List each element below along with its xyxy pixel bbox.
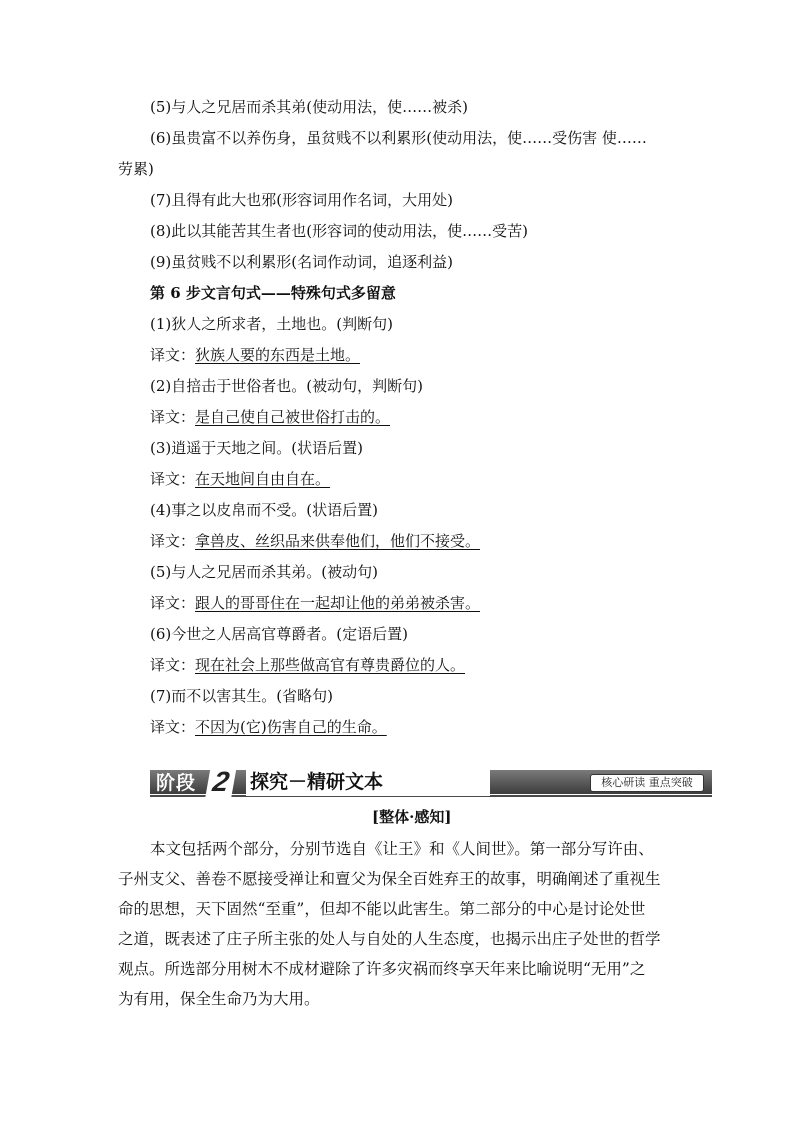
translation-label: 译文：: [150, 408, 196, 426]
overview-line: 为有用，保全生命乃为大用。: [118, 990, 320, 1008]
sentence-1-translation: [150, 344, 360, 366]
sentence-1-source: (1)狄人之所求者，土地也。(判断句): [150, 315, 393, 333]
sentence-6-source: (6)今世之人居高官尊爵者。(定语后置): [150, 625, 408, 643]
translation-text: 跟人的哥哥住在一起却让他的弟弟被杀害。: [195, 594, 481, 612]
sentence-2-translation: [150, 406, 390, 428]
sentence-3-source: (3)逍遥于天地之间。(状语后置): [150, 439, 363, 457]
sentence-5-translation: [150, 592, 480, 614]
overview-line: 子州支父、善卷不愿接受禅让和亶父为保全百姓弃王的故事，明确阐述了重视生: [118, 870, 661, 888]
note-line-6: (6)虽贵富不以养伤身，虽贫贱不以利累形(使动用法，使……受伤害 使……: [150, 129, 647, 147]
sentence-5-source: (5)与人之兄居而杀其弟。(被动句): [150, 563, 378, 581]
sentence-6-translation: [150, 654, 465, 676]
sentence-7-translation: [150, 716, 387, 738]
translation-label: 译文：: [150, 532, 196, 550]
overview-paragraph: [118, 834, 678, 1014]
sentence-3-translation: [150, 468, 330, 490]
step6-title: 第 6 步文言句式——特殊句式多留意: [150, 284, 396, 302]
sentence-4-translation: [150, 530, 480, 552]
translation-label: 译文：: [150, 656, 196, 674]
overview-line: 本文包括两个部分，分别节选自《让王》和《人间世》。第一部分写许由、: [150, 840, 654, 858]
translation-text: 现在社会上那些做高官有尊贵爵位的人。: [195, 656, 466, 674]
note-line-9: (9)虽贫贱不以利累形(名词作动词，追逐利益): [150, 253, 453, 271]
translation-text: 在天地间自由自在。: [195, 470, 331, 488]
translation-text: 拿兽皮、丝织品来供奉他们，他们不接受。: [195, 532, 481, 550]
note-line-8: (8)此以其能苦其生者也(形容词的使动用法，使……受苦): [150, 222, 528, 240]
overview-line: 命的思想，天下固然“至重”，但却不能以此害生。第二部分的中心是讨论处世: [118, 900, 646, 918]
overview-heading: [整体·感知]: [372, 808, 452, 826]
stage-banner: [150, 768, 712, 798]
note-line-6-cont: 劳累): [118, 160, 154, 178]
sentence-4-source: (4)事之以皮帛而不受。(状语后置): [150, 501, 378, 519]
translation-text: 是自己使自己被世俗打击的。: [195, 408, 391, 426]
translation-label: 译文：: [150, 346, 196, 364]
translation-label: 译文：: [150, 594, 196, 612]
sentence-2-source: (2)自掊击于世俗者也。(被动句，判断句): [150, 377, 423, 395]
sentence-7-source: (7)而不以害其生。(省略句): [150, 687, 333, 705]
translation-label: 译文：: [150, 470, 196, 488]
stage-number: 2: [205, 766, 237, 798]
note-line-7: (7)且得有此大也邪(形容词用作名词，大用处): [150, 191, 453, 209]
translation-label: 译文：: [150, 718, 196, 736]
overview-line: 之道，既表述了庄子所主张的处人与自处的人生态度，也揭示出庄子处世的哲学: [118, 930, 661, 948]
translation-text: 不因为(它)伤害自己的生命。: [195, 718, 387, 736]
overview-line: 观点。所选部分用树木不成材避除了许多灾祸而终享天年来比喻说明“无用”之: [118, 960, 646, 978]
translation-text: 狄族人要的东西是土地。: [195, 346, 361, 364]
stage-tag: 核心研读 重点突破: [590, 774, 704, 792]
note-line-5: (5)与人之兄居而杀其弟(使动用法，使……被杀): [150, 98, 468, 116]
stage-prefix: 阶段: [156, 772, 197, 794]
stage-title: 探究－精研文本: [246, 768, 490, 796]
